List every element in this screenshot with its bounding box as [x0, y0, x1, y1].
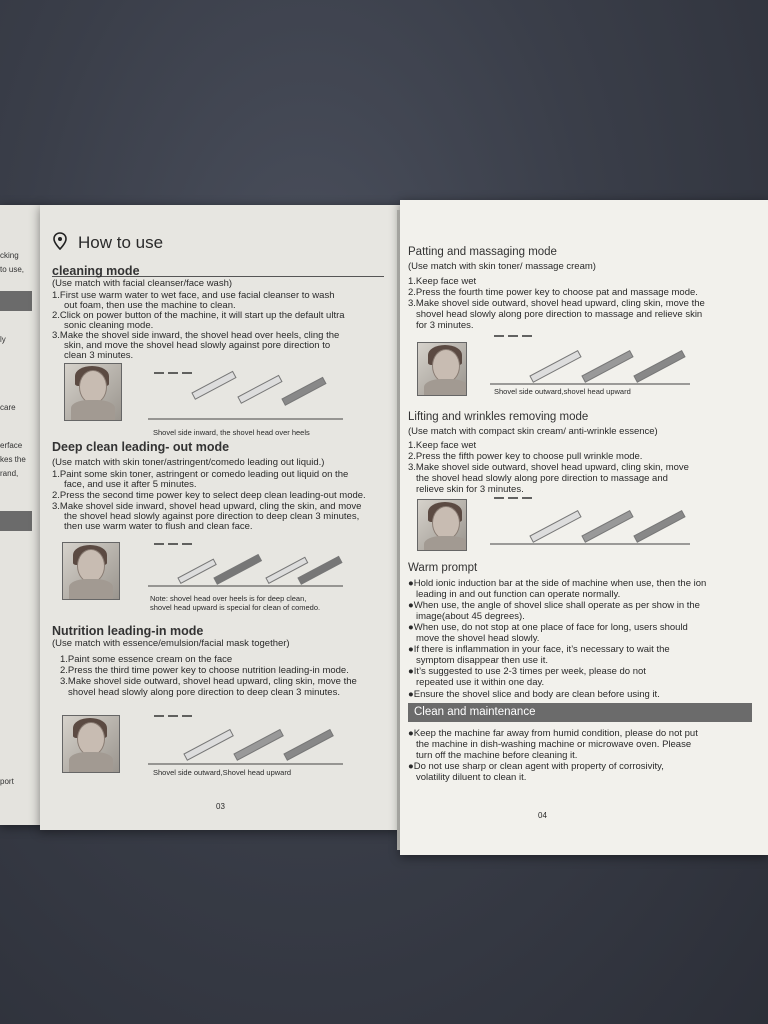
- lifting-sub: (Use match with compact skin cream/ anti-wrinkle essence): [408, 426, 658, 437]
- cleaning-caption: Shovel side inward, the shovel head over heels: [153, 428, 310, 437]
- stub-text: ly: [0, 335, 6, 344]
- nutrition-sub: (Use match with essence/emulsion/facial mask together): [52, 638, 290, 649]
- previous-page-edge: [0, 205, 42, 825]
- face-photo: [417, 499, 467, 551]
- warm-line: ●It’s suggested to use 2-3 times per week, please do not: [408, 666, 646, 677]
- deep-clean-note: shovel head upward is special for clean of comedo.: [150, 603, 321, 612]
- deep-clean-line: face, and use it after 5 minutes.: [64, 479, 197, 490]
- deep-clean-line: 3.Make shovel side inward, shovel head upward, cling the skin, and move: [52, 501, 362, 512]
- patting-sub: (Use match with skin toner/ massage cream): [408, 261, 596, 272]
- warm-line: repeated use it within one day.: [416, 677, 545, 688]
- warm-line: ●If there is inflammation in your face, it’s necessary to wait the: [408, 644, 670, 655]
- face-photo: [417, 342, 467, 396]
- deep-clean-line: the shovel head slowly against pore direction to deep clean 3 minutes,: [64, 511, 360, 522]
- cleaning-mode-heading: cleaning mode: [52, 264, 140, 278]
- warm-line: leading in and out function can operate normally.: [416, 589, 621, 600]
- patting-line: 1.Keep face wet: [408, 276, 477, 287]
- face-photo: [62, 542, 120, 600]
- warm-line: image(about 45 degrees).: [416, 611, 525, 622]
- cleaning-line: sonic cleaning mode.: [64, 320, 154, 331]
- nutrition-line: shovel head slowly along pore direction to deep clean 3 minutes.: [68, 687, 340, 698]
- cleaning-mode-sub: (Use match with facial cleanser/face wash): [52, 278, 233, 289]
- manual-page-04: [400, 200, 768, 855]
- deep-clean-heading: Deep clean leading- out mode: [52, 440, 230, 454]
- page-number: 04: [538, 811, 547, 820]
- clean-line: turn off the machine before cleaning it.: [416, 750, 578, 761]
- deep-clean-line: 2.Press the second time power key to select deep clean leading-out mode.: [52, 490, 366, 501]
- shovel-diagram: [148, 710, 348, 768]
- nutrition-line: 1.Paint some essence cream on the face: [60, 654, 233, 665]
- shovel-diagram: [148, 367, 348, 423]
- cleaning-line: 2.Click on power button of the machine, it will start up the default ultra: [52, 310, 345, 321]
- clean-line: volatility diluent to clean it.: [416, 772, 527, 783]
- lifting-line: the shovel head slowly along pore direction to massage and: [416, 473, 668, 484]
- warm-line: symptom disappear then use it.: [416, 655, 549, 666]
- nutrition-caption: Shovel side outward,Shovel head upward: [153, 768, 292, 777]
- cleaning-line: 1.First use warm water to wet face, and use facial cleanser to wash: [52, 290, 335, 301]
- deep-clean-note: Note: shovel head over heels is for deep clean,: [150, 594, 307, 603]
- stub-text: rand,: [0, 469, 19, 478]
- shovel-diagram: [148, 538, 348, 590]
- lifting-line: relieve skin for 3 minutes.: [416, 484, 524, 495]
- lifting-line: 1.Keep face wet: [408, 440, 477, 451]
- face-photo: [64, 363, 122, 421]
- clean-line: ●Keep the machine far away from humid condition, please do not put: [408, 728, 698, 739]
- patting-heading: Patting and massaging mode: [408, 246, 557, 258]
- warm-prompt-heading: Warm prompt: [408, 562, 478, 574]
- clean-maintenance-heading: Clean and maintenance: [414, 706, 536, 718]
- location-pin-icon: [53, 232, 67, 250]
- warm-line: ●Ensure the shovel slice and body are clean before using it.: [408, 689, 660, 700]
- stub-text: to use,: [0, 265, 25, 274]
- shovel-diagram: [490, 492, 700, 548]
- nutrition-line: 3.Make shovel side outward, shovel head upward, cling skin, move the: [60, 676, 357, 687]
- patting-line: for 3 minutes.: [416, 320, 474, 331]
- cleaning-line: skin, and move the shovel head slowly against pore direction to: [64, 340, 331, 351]
- cleaning-line: out foam, then use the machine to clean.: [64, 300, 236, 311]
- nutrition-line: 2.Press the third time power key to choose nutrition leading-in mode.: [60, 665, 349, 676]
- cleaning-line: 3.Make the shovel side inward, the shovel head over heels, cling the: [52, 330, 340, 341]
- lifting-line: 2.Press the fifth power key to choose pull wrinkle mode.: [408, 451, 643, 462]
- deep-clean-sub: (Use match with skin toner/astringent/comedo leading out liquid.): [52, 457, 325, 468]
- warm-line: move the shovel head slowly.: [416, 633, 540, 644]
- cleaning-line: clean 3 minutes.: [64, 350, 134, 361]
- lifting-heading: Lifting and wrinkles removing mode: [408, 411, 589, 423]
- patting-line: 2.Press the fourth time power key to choose pat and massage mode.: [408, 287, 698, 298]
- shovel-diagram: [490, 328, 700, 388]
- warm-line: ●When use, do not stop at one place of face for long, users should: [408, 622, 688, 633]
- patting-caption: Shovel side outward,shovel head upward: [494, 387, 631, 396]
- nutrition-heading: Nutrition leading-in mode: [52, 624, 204, 638]
- stub-text: erface: [0, 441, 23, 450]
- stub-section-bar: [0, 291, 32, 311]
- clean-maintenance-banner: [408, 703, 752, 722]
- clean-line: the machine in dish-washing machine or microwave oven. Please: [416, 739, 692, 750]
- stub-section-bar: [0, 511, 32, 531]
- page-number: 03: [216, 802, 225, 811]
- face-photo: [62, 715, 120, 773]
- warm-line: ●When use, the angle of shovel slice shall operate as per show in the: [408, 600, 700, 611]
- clean-line: ●Do not use sharp or clean agent with property of corrosivity,: [408, 761, 664, 772]
- deep-clean-line: 1.Paint some skin toner, astringent or comedo leading out liquid on the: [52, 469, 349, 480]
- manual-page-03: [40, 205, 400, 830]
- stub-text: port: [0, 777, 14, 786]
- lifting-line: 3.Make shovel side outward, shovel head upward, cling skin, move: [408, 462, 689, 473]
- stub-text: kes the: [0, 455, 26, 464]
- warm-line: ●Hold ionic induction bar at the side of machine when use, then the ion: [408, 578, 707, 589]
- deep-clean-line: then use warm water to flush and clean face.: [64, 521, 253, 532]
- patting-line: shovel head slowly along pore direction to massage and relieve skin: [416, 309, 703, 320]
- stub-text: care: [0, 403, 16, 412]
- stub-text: cking: [0, 251, 19, 260]
- page-title: How to use: [78, 233, 164, 252]
- patting-line: 3.Make shovel side outward, shovel head upward, cling skin, move the: [408, 298, 705, 309]
